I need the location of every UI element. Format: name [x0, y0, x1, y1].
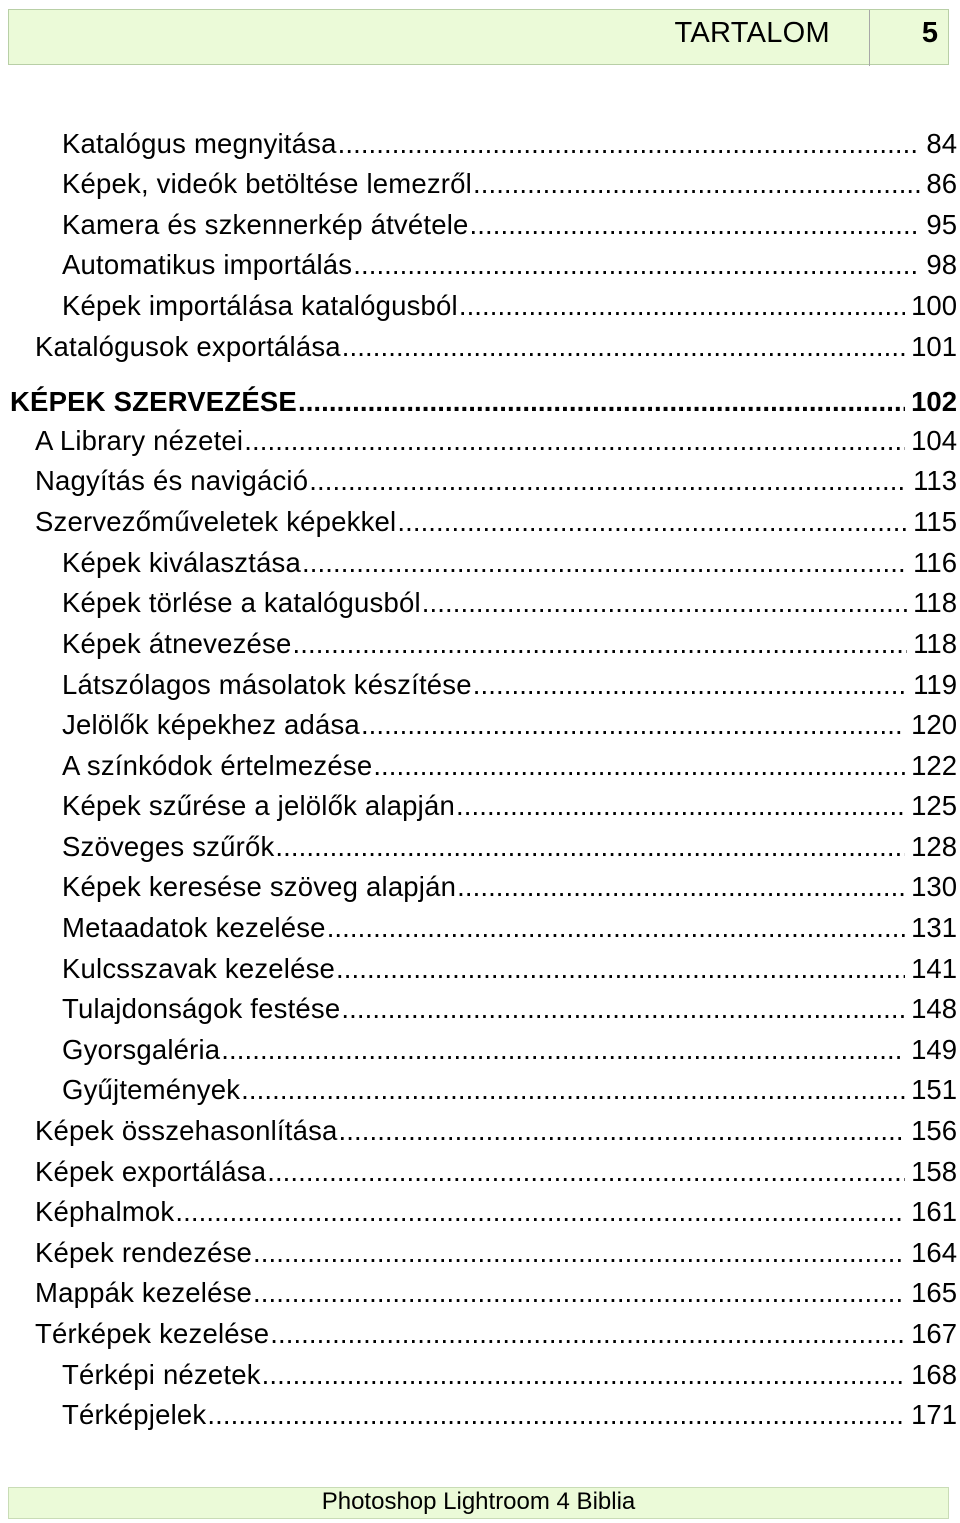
toc-entry[interactable] [62, 127, 957, 161]
toc-entry-title: Szervezőműveletek képekkel [35, 506, 397, 537]
toc-entry[interactable] [62, 1073, 957, 1107]
toc-leader-dots [267, 1155, 905, 1189]
header-page-number: 5 [921, 17, 938, 49]
toc-entry-title: Képek rendezése [35, 1237, 253, 1268]
toc-leader-dots [175, 1195, 905, 1229]
toc-leader-dots [241, 1073, 905, 1107]
toc-entry[interactable] [35, 505, 957, 539]
toc-entry[interactable] [62, 911, 957, 945]
toc-entry[interactable] [62, 1033, 957, 1067]
toc-leader-dots [338, 127, 921, 161]
toc-entry-page: 158 [911, 1156, 957, 1187]
toc-entry-page: 95 [926, 209, 957, 240]
toc-leader-dots [341, 992, 905, 1026]
toc-leader-dots [244, 424, 905, 458]
toc-entry-title: Kamera és szkennerkép átvétele [62, 209, 469, 240]
toc-entry-page: 141 [911, 953, 957, 984]
toc-entry-title: Kulcsszavak kezelése [62, 953, 336, 984]
toc-leader-dots [342, 330, 905, 364]
toc-entry-page: 100 [911, 290, 957, 321]
toc-entry[interactable] [62, 167, 957, 201]
toc-entry[interactable] [35, 1195, 957, 1229]
toc-leader-dots [253, 1276, 905, 1310]
toc-entry-page: 86 [926, 168, 957, 199]
toc-leader-dots [336, 952, 905, 986]
toc-leader-dots [253, 1236, 905, 1270]
toc-leader-dots [459, 289, 905, 323]
toc-entry-page: 130 [911, 871, 957, 902]
toc-leader-dots [361, 708, 905, 742]
header-title: TARTALOM [674, 17, 830, 49]
toc-entry[interactable] [35, 424, 957, 458]
toc-entry-page: 98 [926, 249, 957, 280]
toc-entry-title: Képek szűrése a jelölők alapján [62, 790, 455, 821]
toc-entry-title: Automatikus importálás [62, 249, 353, 280]
toc-entry[interactable] [62, 789, 957, 823]
toc-entry-page: 101 [911, 331, 957, 362]
toc-entry[interactable] [35, 330, 957, 364]
toc-entry-title: Mappák kezelése [35, 1277, 253, 1308]
toc-entry-page: 125 [911, 790, 957, 821]
toc-entry-title: Metaadatok kezelése [62, 912, 326, 943]
toc-entry-page: 148 [911, 993, 957, 1024]
toc-entry-title: Katalógusok exportálása [35, 331, 341, 362]
toc-entry[interactable] [35, 464, 957, 498]
toc-entry[interactable] [35, 1236, 957, 1270]
header-divider [869, 10, 870, 66]
toc-entry-page: 165 [911, 1277, 957, 1308]
toc-leader-dots [456, 789, 905, 823]
toc-entry-title: Gyorsgaléria [62, 1034, 221, 1065]
toc-entry-page: 122 [911, 750, 957, 781]
toc-leader-dots [470, 208, 921, 242]
toc-leader-dots [457, 870, 905, 904]
toc-entry-page: 131 [911, 912, 957, 943]
toc-entry-title: Képek importálása katalógusból [62, 290, 458, 321]
toc-leader-dots [270, 1317, 905, 1351]
toc-entry-title: Jelölők képekhez adása [62, 709, 360, 740]
toc-leader-dots [309, 464, 907, 498]
toc-entry-page: 171 [911, 1399, 957, 1430]
toc-entry[interactable] [62, 870, 957, 904]
toc-entry-title: Térképi nézetek [62, 1359, 261, 1390]
toc-entry-title: Katalógus megnyitása [62, 128, 337, 159]
toc-entry-title: Szöveges szűrők [62, 831, 275, 862]
footer-book-title: Photoshop Lightroom 4 Biblia [321, 1488, 636, 1515]
toc-leader-dots [397, 505, 907, 539]
toc-leader-dots [339, 1114, 906, 1148]
toc-leader-dots [327, 911, 905, 945]
toc-entry-page: 119 [913, 669, 957, 700]
toc-entry[interactable] [35, 1155, 957, 1189]
page-header [8, 9, 949, 65]
toc-entry[interactable] [35, 1317, 957, 1351]
toc-entry-title: Képek, videók betöltése lemezről [62, 168, 472, 199]
toc-entry[interactable] [62, 289, 957, 323]
toc-entry-title: Gyűjtemények [62, 1074, 241, 1105]
toc-entry-page: 164 [911, 1237, 957, 1268]
toc-entry-title: Képek összehasonlítása [35, 1115, 338, 1146]
toc-entry[interactable] [62, 668, 957, 702]
toc-entry-page: 156 [911, 1115, 957, 1146]
toc-entry-page: 113 [913, 465, 957, 496]
toc-leader-dots [373, 749, 905, 783]
toc-entry-title: Képek kiválasztása [62, 547, 302, 578]
toc-entry-page: 161 [911, 1196, 957, 1227]
toc-leader-dots [353, 248, 920, 282]
toc-leader-dots [302, 546, 907, 580]
toc-entry[interactable] [62, 749, 957, 783]
toc-leader-dots [422, 586, 907, 620]
toc-entry-title: Képek átnevezése [62, 628, 292, 659]
toc-entry-page: 168 [911, 1359, 957, 1390]
toc-leader-dots [262, 1358, 905, 1392]
toc-entry[interactable] [62, 248, 957, 282]
toc-entry-page: 118 [913, 628, 957, 659]
toc-entry[interactable] [62, 952, 957, 986]
toc-entry-page: 116 [913, 547, 957, 578]
toc-leader-dots [473, 668, 907, 702]
toc-entry-page: 120 [911, 709, 957, 740]
toc-entry[interactable] [62, 586, 957, 620]
toc-entry-page: 118 [913, 587, 957, 618]
toc-entry-page: 104 [911, 425, 957, 456]
toc-entry-title: Képek keresése szöveg alapján [62, 871, 457, 902]
toc-leader-dots [275, 830, 905, 864]
toc-entry-title: A színkódok értelmezése [62, 750, 373, 781]
toc-entry-title: Nagyítás és navigáció [35, 465, 309, 496]
toc-entry[interactable] [62, 830, 957, 864]
toc-entry[interactable] [62, 546, 957, 580]
toc-entry-page: 151 [911, 1074, 957, 1105]
toc-entry-title: Képhalmok [35, 1196, 175, 1227]
toc-chapter-entry[interactable] [10, 385, 957, 419]
toc-entry-page: 167 [911, 1318, 957, 1349]
toc-leader-dots [473, 167, 920, 201]
toc-entry-page: 84 [926, 128, 957, 159]
toc-entry[interactable] [62, 1358, 957, 1392]
toc-entry[interactable] [35, 1114, 957, 1148]
toc-entry-title: A Library nézetei [35, 425, 244, 456]
toc-entry[interactable] [62, 627, 957, 661]
toc-entry-title: KÉPEK SZERVEZÉSE [10, 386, 297, 417]
toc-entry[interactable] [62, 208, 957, 242]
toc-leader-dots [207, 1398, 905, 1432]
toc-entry-page: 102 [911, 386, 957, 417]
toc-entry-title: Képek törlése a katalógusból [62, 587, 421, 618]
toc-entry[interactable] [62, 708, 957, 742]
toc-leader-dots [298, 385, 905, 419]
toc-entry[interactable] [62, 1398, 957, 1432]
toc-entry-page: 149 [911, 1034, 957, 1065]
toc-entry-title: Tulajdonságok festése [62, 993, 341, 1024]
toc-entry-title: Látszólagos másolatok készítése [62, 669, 472, 700]
page-footer [8, 1487, 949, 1519]
toc-entry[interactable] [62, 992, 957, 1026]
toc-leader-dots [221, 1033, 905, 1067]
toc-entry-title: Térképjelek [62, 1399, 207, 1430]
toc-leader-dots [292, 627, 907, 661]
toc-entry-title: Térképek kezelése [35, 1318, 270, 1349]
toc-entry-page: 128 [911, 831, 957, 862]
toc-entry-page: 115 [913, 506, 957, 537]
toc-entry[interactable] [35, 1276, 957, 1310]
toc-entry-title: Képek exportálása [35, 1156, 267, 1187]
